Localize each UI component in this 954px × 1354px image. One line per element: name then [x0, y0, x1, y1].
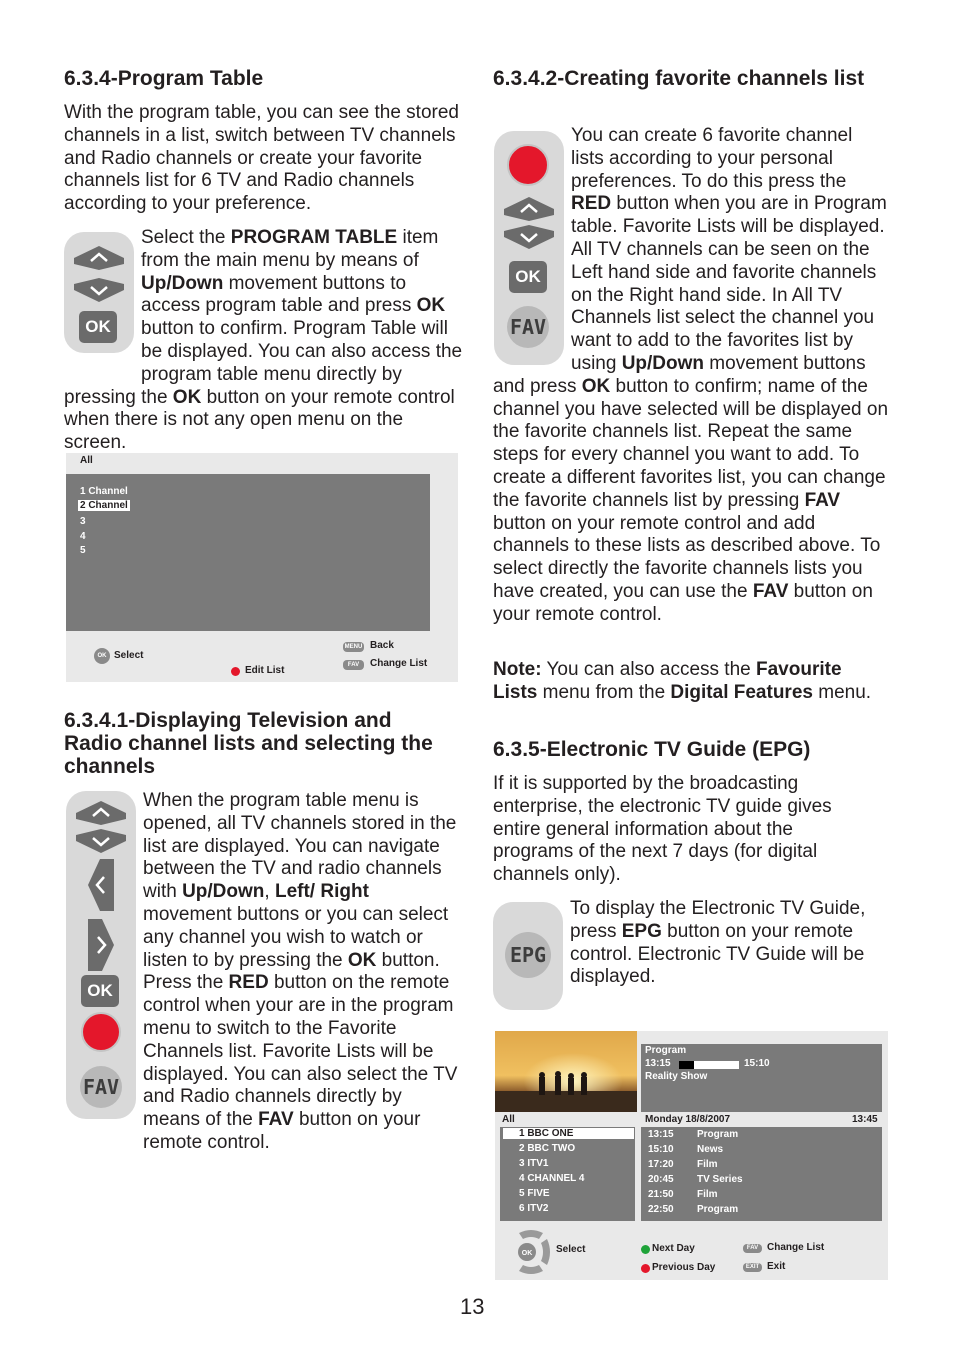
info-program-title: Reality Show — [645, 1071, 708, 1082]
epg-channel-row[interactable]: 6 ITV2 — [519, 1203, 549, 1214]
text-run-bold: Up/Down — [182, 881, 265, 903]
schedule-title[interactable]: Program — [697, 1204, 739, 1215]
channel-row[interactable]: 5 — [80, 545, 86, 556]
float-spacer — [493, 125, 571, 375]
menu-key-icon: MENU — [344, 644, 363, 650]
info-start-time: 13:15 — [645, 1058, 671, 1069]
green-dot-icon — [641, 1245, 650, 1254]
heading-displaying-channel-lists: 6.3.4.1-Displaying Television and Radio channel lists and selecting the channels — [64, 709, 433, 778]
text-run-bold: EPG — [621, 920, 662, 942]
text-run: button to confirm; name of the channel you have selected will be displayed on the favorite channels list. Repeat the same steps for every channel you want to add. To create a different favorites list, you can change the favorite channels list by pressing — [493, 375, 889, 511]
text-run-bold: RED — [228, 972, 269, 994]
text-run-bold: Up/Down — [621, 352, 705, 374]
program-info-panel — [641, 1044, 882, 1112]
channel-row[interactable]: 3 — [80, 516, 86, 527]
ok-button-icon: OK — [81, 975, 119, 1007]
program-table-screen — [66, 453, 458, 682]
text-run: button on your remote control. — [143, 1109, 421, 1153]
exit-label: Exit — [767, 1261, 786, 1272]
text-run: menu from the — [537, 681, 671, 703]
schedule-title[interactable]: Film — [697, 1159, 718, 1170]
info-program-label: Program — [645, 1045, 687, 1056]
ok-button-icon: OK — [79, 311, 117, 343]
schedule-time: 17:20 — [648, 1159, 674, 1170]
text-run: Select the — [141, 227, 231, 248]
info-progress-fill — [679, 1061, 694, 1069]
epg-intro: If it is supported by the broadcasting enterprise, the electronic TV guide gives entire general information about the programs of the next 7 days (for digital channels only). — [493, 773, 832, 886]
text-run: button to confirm. Program Table will be displayed. You can also access the program table menu directly by pressing the — [64, 318, 463, 408]
schedule-time: 21:50 — [648, 1189, 674, 1200]
text-run: You can create 6 favorite channel lists according to your personal preferences. To do this press the — [571, 125, 853, 192]
text-run: button. Press the — [143, 949, 440, 994]
epg-clock: 13:45 — [852, 1114, 878, 1125]
favorites-instructions — [493, 125, 889, 627]
channel-row-selected[interactable]: 2 Channel — [80, 500, 128, 511]
note-label: Note: — [493, 659, 542, 680]
screen-header-all: All — [80, 455, 93, 466]
text-run-bold: Up/Down — [141, 272, 224, 294]
epg-select-label: Select — [556, 1244, 586, 1255]
epg-channel-list — [500, 1127, 635, 1221]
schedule-time: 13:15 — [648, 1129, 674, 1140]
ok-button-icon: OK — [509, 261, 547, 293]
info-progress-bar — [679, 1061, 739, 1069]
text-run: movement buttons and press — [493, 352, 866, 397]
text-run: button on your remote control when there is not any open menu on the screen. — [64, 386, 455, 454]
remote-panel-epg — [493, 902, 563, 1010]
epg-all-label: All — [502, 1114, 515, 1125]
channel-list-area — [66, 474, 430, 631]
text-run: menu. — [812, 681, 872, 703]
epg-channel-row[interactable]: 2 BBC TWO — [519, 1143, 576, 1154]
edit-list-label: Edit List — [245, 665, 285, 676]
text-run-bold: OK — [347, 949, 377, 971]
float-spacer — [64, 227, 141, 365]
epg-channel-row[interactable]: 3 ITV1 — [519, 1158, 549, 1169]
exit-key-icon: EXIT — [743, 1263, 762, 1272]
schedule-time: 20:45 — [648, 1174, 674, 1185]
fav-key-icon: FAV — [343, 660, 364, 670]
navigation-pad-icon — [509, 1229, 553, 1275]
ok-round-icon: OK — [94, 648, 110, 664]
page-number: 13 — [460, 1294, 485, 1319]
channel-lists-instructions — [64, 790, 460, 1155]
channel-row[interactable]: 1 Channel — [80, 486, 128, 497]
epg-channel-row[interactable]: 4 CHANNEL 4 — [519, 1173, 585, 1184]
schedule-title[interactable]: Program — [697, 1129, 739, 1140]
text-run-bold: OK — [172, 386, 202, 408]
epg-screen — [495, 1031, 888, 1280]
select-label: Select — [114, 650, 144, 661]
epg-channel-row-selected[interactable]: 1 BBC ONE — [503, 1128, 634, 1139]
schedule-title[interactable]: News — [697, 1144, 724, 1155]
heading-program-table: 6.3.4-Program Table — [64, 67, 264, 90]
fav-button-icon: FAV — [80, 1066, 122, 1108]
red-dot-icon — [231, 667, 240, 676]
epg-instructions — [570, 898, 885, 989]
text-run-bold: FAV — [258, 1109, 294, 1131]
text-run: When the program table menu is opened, all TV channels stored in the list are displayed. You can navigate between the TV and radio channels with — [143, 790, 457, 903]
text-run: movement buttons to access program table and press — [141, 272, 417, 317]
text-run: You can also access the — [541, 659, 756, 680]
channel-row[interactable]: 4 — [80, 531, 86, 542]
change-list-label: Change List — [370, 658, 428, 669]
text-run-bold: OK — [416, 295, 446, 317]
float-spacer — [64, 790, 143, 1132]
epg-button-icon: EPG — [505, 932, 551, 978]
schedule-title[interactable]: TV Series — [697, 1174, 743, 1185]
program-table-instructions — [64, 227, 468, 455]
schedule-time: 22:50 — [648, 1204, 674, 1215]
back-label: Back — [370, 640, 394, 651]
text-run-bold: Digital Features — [670, 681, 813, 703]
text-run-bold: FAV — [752, 580, 789, 602]
schedule-title[interactable]: Film — [697, 1189, 718, 1200]
text-run: button on your remote control. Electronic TV Guide will be displayed. — [570, 920, 865, 988]
epg-change-list-label: Change List — [767, 1242, 825, 1253]
text-run-bold: OK — [581, 375, 611, 397]
heading-creating-favorites: 6.3.4.2-Creating favorite channels list — [493, 67, 865, 90]
text-run: button on your remote control and add channels to these lists as described above. To select directly the favorite channels lists you have created, you can use the — [493, 512, 881, 602]
heading-epg: 6.3.5-Electronic TV Guide (EPG) — [493, 738, 811, 761]
note-paragraph — [493, 659, 885, 705]
fav-key-icon: FAV — [743, 1244, 762, 1253]
text-run: button on your remote control. — [493, 580, 873, 625]
text-run-bold: FAV — [804, 489, 841, 511]
svg-text:OK: OK — [521, 1250, 533, 1257]
epg-channel-row[interactable]: 5 FIVE — [519, 1188, 550, 1199]
previous-day-label: Previous Day — [652, 1262, 716, 1273]
text-run: , — [264, 881, 275, 903]
text-run: To display the Electronic TV Guide, press — [570, 898, 866, 942]
text-run-bold: Favourite Lists — [493, 659, 842, 703]
text-run: item from the main menu by means of — [141, 227, 439, 271]
fav-button-icon: FAV — [507, 306, 549, 348]
text-run-bold: PROGRAM TABLE — [230, 227, 398, 248]
text-run-bold: RED — [571, 193, 612, 215]
red-dot-icon — [641, 1264, 650, 1273]
text-run: button on the remote control when your are in the program menu to switch to the Favorite Channels list. Favorite Lists will be displayed. You can also select the TV and Radio channels directly by means of the — [143, 972, 458, 1131]
text-run-bold: Left/ Right — [274, 881, 369, 903]
epg-date: Monday 18/8/2007 — [645, 1114, 731, 1125]
schedule-time: 15:10 — [648, 1144, 674, 1155]
text-run: button when you are in Program table. Favorite Lists will be displayed. All TV channels can be seen on the Left hand side and favorite channels on the Right hand side. In All TV Channels list select the channel you want to add to the favorites list by using — [571, 193, 887, 374]
next-day-label: Next Day — [652, 1243, 695, 1254]
sunset-preview-image — [495, 1031, 637, 1112]
text-run: movement buttons or you can select any channel you wish to watch or listen to by pressing the — [143, 903, 449, 971]
epg-schedule — [641, 1127, 882, 1221]
intro-paragraph: With the program table, you can see the stored channels in a list, switch between TV channels and Radio channels or create your favorite channels list for 6 TV and Radio channels according to your preference. — [64, 102, 459, 215]
info-end-time: 15:10 — [744, 1058, 770, 1069]
